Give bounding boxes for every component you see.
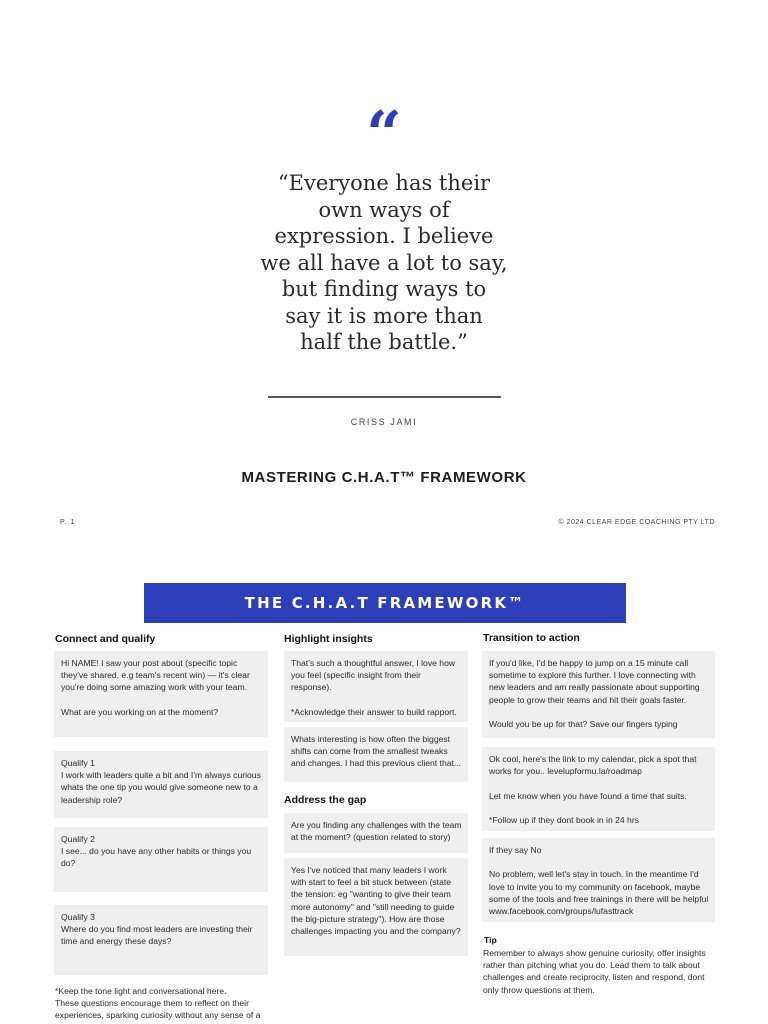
page-number: P. 1 <box>60 519 76 526</box>
framework-banner: THE C.H.A.T FRAMEWORK™ <box>144 583 626 623</box>
transition-box-3: If they say No No problem, well let's stay in touch. In the meantime I'd love to invite you to my community on facebook, maybe some of the tools and free trainings in there will be helpful www.facebook.com/groups/lufasttrack <box>482 838 715 922</box>
tip-text: Remember to always show genuine curiosity, offer insights rather than pitching what you do. Lead them to talk about challenges and create reciprocity, listen and respond, dont only throw questions at them. <box>483 948 706 995</box>
transition-heading: Transition to action <box>483 632 580 644</box>
copyright: © 2024 CLEAR EDGE COACHING PTY LTD <box>558 519 715 526</box>
highlight-box-2: Whats interesting is how often the biggest shifts can come from the smallest tweaks and changes. I had this previous client that... <box>284 727 468 782</box>
quote-author: CRISS JAMI <box>350 417 418 427</box>
connect-box-qualify-1: Qualify 1 I work with leaders quite a bit and I'm always curious whats the one tip you would give someone new to a leadership role? <box>54 751 268 818</box>
address-heading: Address the gap <box>284 794 367 806</box>
connect-box-qualify-3: Qualify 3 Where do you find most leaders are investing their time and energy these days? <box>54 905 268 975</box>
connect-note: *Keep the tone light and conversational here. These questions encourage them to reflect on their experiences, sparking curiosity without any sense of a <box>55 986 261 1021</box>
quote-mark-icon: “ <box>366 104 402 148</box>
connect-heading: Connect and qualify <box>55 633 156 645</box>
transition-box-2: Ok cool, here's the link to my calendar, pick a spot that works for you.. levelupformu.la/roadmap Let me know when you have found a time that suits. *Follow up if they dont book in in 24 hrs <box>482 747 715 831</box>
connect-box-1: Hi NAME! I saw your post about (specific topic they've shared, e.g team's recent win) — it's clear you're doing some amazing work with your team. What are you working on at the moment? <box>54 651 268 737</box>
address-box-2: Yes I've noticed that many leaders I work with start to feel a bit stuck between (state the tension: eg "wanting to give their team more autonomy" and "still needing to guide the big-picture strategy"). How are those challenges impacting you and the company? <box>284 858 468 956</box>
connect-box-qualify-2: Qualify 2 I see... do you have any other habits or things you do? <box>54 827 268 892</box>
tip-heading: Tip <box>484 935 497 945</box>
address-box-1: Are you finding any challenges with the team at the moment? (question related to story) <box>284 813 468 853</box>
divider <box>268 396 501 398</box>
quote-text: “Everyone has their own ways of expression. I believe we all have a lot to say, but finding ways to say it is more than half the battle.” <box>260 171 508 354</box>
page-title: MASTERING C.H.A.T™ FRAMEWORK <box>241 469 527 486</box>
highlight-box-1: That's such a thoughtful answer, I love how you feel (specific insight from their response). *Acknowledge their answer to build rapport. <box>284 651 468 722</box>
highlight-heading: Highlight insights <box>284 633 373 645</box>
transition-box-1: If you'd like, I'd be happy to jump on a 15 minute call sometime to explore this further. I love connecting with new leaders and am really passionate about supporting people to grow their teams and hit their goals faster. Would you be up for that? Save our fingers typing <box>482 651 715 738</box>
